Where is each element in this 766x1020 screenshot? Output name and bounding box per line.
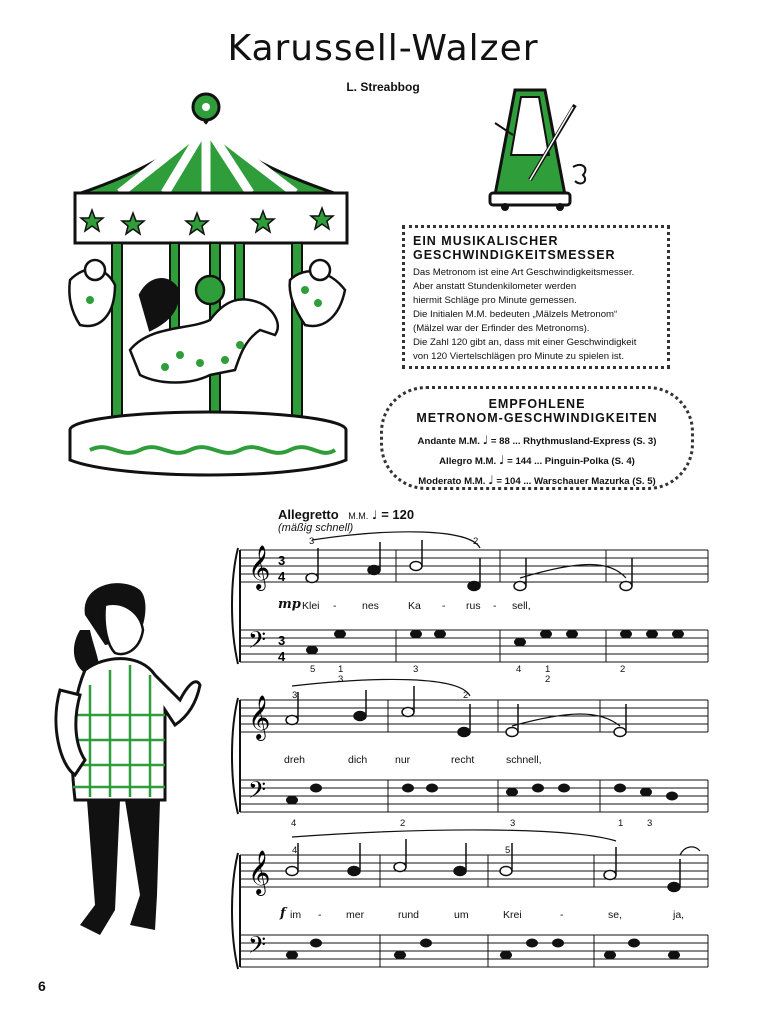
heading-line-1: EMPFOHLENE	[488, 397, 586, 411]
lyric: rund	[398, 909, 420, 921]
tempo-translation: (mäßig schnell)	[278, 522, 354, 534]
lyric: nur	[395, 754, 411, 766]
tempo-value: = 88 ... Rhythmusland-Express (S. 3)	[490, 436, 657, 447]
info-line: Aber anstatt Stundenkilometer werden	[413, 281, 577, 292]
quarter-note-icon: ♩	[498, 453, 505, 467]
fingering: 3	[647, 818, 653, 829]
bass-clef-icon: 𝄢	[248, 931, 267, 964]
heading-line-1: EIN MUSIKALISCHER	[413, 234, 559, 248]
fingering: 4	[516, 664, 522, 675]
fingering: 1	[618, 818, 624, 829]
tempo-name: Moderato M.M.	[418, 476, 486, 487]
mm-label: M.M.	[348, 511, 369, 521]
fingering: 2	[473, 536, 479, 547]
fingering: 5	[505, 845, 511, 856]
tempo-row	[393, 471, 681, 491]
page-number: 6	[38, 978, 46, 994]
info-line: Die Zahl 120 gibt an, dass mit einer Geschwindigkeit	[413, 337, 637, 348]
svg-text:4: 4	[278, 649, 286, 664]
lyric: im	[290, 909, 302, 921]
carousel-illustration	[60, 85, 360, 485]
tempo-row	[393, 431, 681, 451]
tempo-bpm: = 120	[381, 507, 415, 522]
svg-text:3: 3	[278, 633, 286, 648]
fingering: 3	[338, 674, 344, 685]
music-system-3	[230, 845, 710, 975]
lyric: dich	[348, 754, 368, 766]
info-line: Das Metronom ist eine Art Geschwindigkeitsmesser.	[413, 267, 635, 278]
treble-clef-icon: 𝄞	[248, 850, 271, 894]
tempo-marking	[278, 507, 414, 522]
tempo-row	[393, 451, 681, 471]
lyric: -	[560, 909, 564, 921]
tempo-value: = 104 ... Warschauer Mazurka (S. 5)	[496, 476, 656, 487]
tempo-name: Allegro M.M.	[439, 456, 497, 467]
composer-name: L. Streabbog	[346, 80, 420, 94]
fingering: 2	[545, 674, 551, 685]
lyric: mer	[346, 909, 365, 921]
metronome-icon	[485, 85, 605, 215]
quarter-note-icon: ♩	[482, 433, 489, 447]
lyric: schnell,	[506, 754, 542, 766]
fingering: 4	[291, 818, 297, 829]
lyric: dreh	[284, 754, 306, 766]
metronome-info-heading	[413, 234, 659, 262]
fingering: 2	[463, 690, 469, 701]
lyric: Klei	[302, 600, 320, 612]
lyric: -	[493, 600, 497, 612]
fingering: 1	[545, 664, 551, 675]
lyric: -	[318, 909, 322, 921]
tempo-box-heading	[393, 397, 681, 425]
metronome-info-box	[402, 225, 670, 369]
lyric: nes	[362, 600, 379, 612]
dynamic-marking: mp	[278, 597, 301, 612]
info-line: (Mälzel war der Erfinder des Metronoms).	[413, 323, 590, 334]
bass-clef-icon: 𝄢	[248, 626, 267, 659]
info-line: Die Initialen M.M. bedeuten „Mälzels Metronom“	[413, 309, 618, 320]
page-title: Karussell-Walzer	[227, 28, 539, 69]
treble-clef-icon: 𝄞	[248, 545, 271, 589]
lyric: rus	[466, 600, 481, 612]
tempo-recommendations-box	[380, 386, 694, 490]
fingering: 2	[400, 818, 406, 829]
fingering: 4	[292, 845, 298, 856]
dynamic-marking: f	[280, 906, 286, 921]
svg-text:4: 4	[278, 569, 286, 584]
info-line: hiermit Schläge pro Minute gemessen.	[413, 295, 577, 306]
tempo-term: Allegretto	[278, 507, 339, 522]
metronome-info-text	[413, 266, 659, 364]
lyric: sell,	[512, 600, 531, 612]
treble-clef-icon: 𝄞	[248, 695, 271, 739]
lyric: se,	[608, 909, 623, 921]
lyric: -	[333, 600, 337, 612]
girl-illustration	[45, 575, 215, 945]
heading-line-2: GESCHWINDIGKEITSMESSER	[413, 248, 616, 262]
quarter-note-icon: ♩	[371, 508, 378, 522]
lyric: recht	[451, 754, 475, 766]
info-line: von 120 Viertelschlägen pro Minute zu spielen ist.	[413, 351, 625, 362]
fingering: 3	[309, 536, 315, 547]
fingering: 3	[510, 818, 516, 829]
fingering: 3	[292, 690, 298, 701]
fingering: 1	[338, 664, 344, 675]
lyric: ja,	[673, 909, 685, 921]
quarter-note-icon: ♩	[488, 473, 494, 487]
bass-clef-icon: 𝄢	[248, 776, 267, 809]
fingering: 2	[620, 664, 626, 675]
lyric: -	[442, 600, 446, 612]
lyric: um	[454, 909, 469, 921]
fingering: 5	[310, 664, 316, 675]
lyric: Ka	[408, 600, 421, 612]
lyric: Krei	[503, 909, 522, 921]
tempo-name: Andante M.M.	[417, 436, 480, 447]
heading-line-2: METRONOM-GESCHWINDIGKEITEN	[416, 411, 658, 425]
tempo-value: = 144 ... Pinguin-Polka (S. 4)	[507, 456, 635, 467]
fingering: 3	[413, 664, 419, 675]
svg-text:3: 3	[278, 553, 286, 568]
